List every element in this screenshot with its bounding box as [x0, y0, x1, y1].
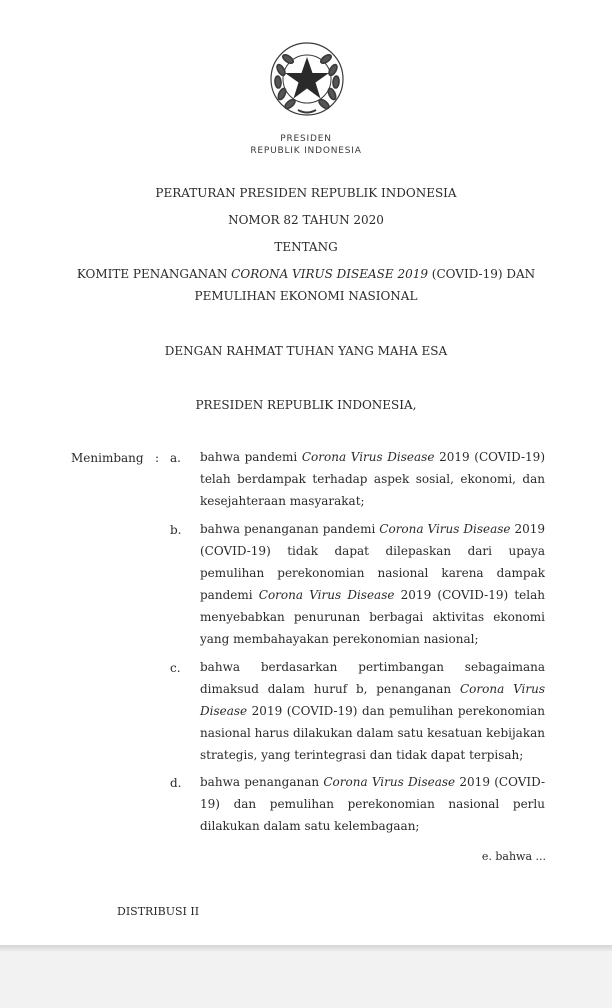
issuer-line-1: PRESIDEN — [280, 134, 332, 144]
item-d-letter: d. — [170, 776, 182, 790]
issuer-line-2: REPUBLIK INDONESIA — [250, 146, 362, 156]
item-b-text: bahwa penanganan pandemi Corona Virus Disease 2019 (COVID-19) tidak dapat dilepaskan dari upaya pemulihan perekonomian nasional karena dampak pandemi Corona Virus Disease 2019 (COVID-19) telah menyebabkan penurunan berbagai aktivitas ekonomi yang membahayakan perekonomian nasional; — [200, 522, 545, 646]
presidential-emblem-icon — [268, 40, 346, 118]
regulation-subject-line-1: KOMITE PENANGANAN CORONA VIRUS DISEASE 2019 (COVID-19) DAN — [76, 267, 536, 281]
considering-colon: : — [155, 451, 160, 465]
divine-grace-formula: DENGAN RAHMAT TUHAN YANG MAHA ESA — [164, 344, 448, 358]
considering-label: Menimbang — [71, 451, 144, 465]
regulation-number: NOMOR 82 TAHUN 2020 — [228, 213, 384, 227]
page-bottom-edge — [0, 945, 612, 951]
regulation-subject-line-2: PEMULIHAN EKONOMI NASIONAL — [194, 289, 418, 303]
regulation-title: PERATURAN PRESIDEN REPUBLIK INDONESIA — [155, 186, 457, 200]
item-a-letter: a. — [170, 451, 181, 465]
item-b-letter: b. — [170, 523, 182, 537]
item-d-text: bahwa penanganan Corona Virus Disease 2019 (COVID-19) dan pemulihan perekonomian nasional perlu dilakukan dalam satu kelembagaan; — [200, 775, 545, 833]
item-c-letter: c. — [170, 661, 181, 675]
president-heading: PRESIDEN REPUBLIK INDONESIA, — [195, 398, 417, 412]
item-c-text: bahwa berdasarkan pertimbangan sebagaimana dimaksud dalam huruf b, penanganan Corona Virus Disease 2019 (COVID-19) dan pemulihan perekonomian nasional harus dilakukan dalam satu kesatuan kebijakan strategis, yang terintegrasi dan tidak dapat terpisah; — [200, 660, 546, 762]
regulation-about: TENTANG — [274, 240, 338, 254]
next-page-continuation: e. bahwa ... — [481, 850, 546, 863]
item-a-text: bahwa pandemi Corona Virus Disease 2019 (COVID-19) telah berdampak terhadap aspek sosial, ekonomi, dan kesejahteraan masyarakat; — [200, 450, 546, 508]
distribution-label: DISTRIBUSI II — [117, 905, 200, 918]
